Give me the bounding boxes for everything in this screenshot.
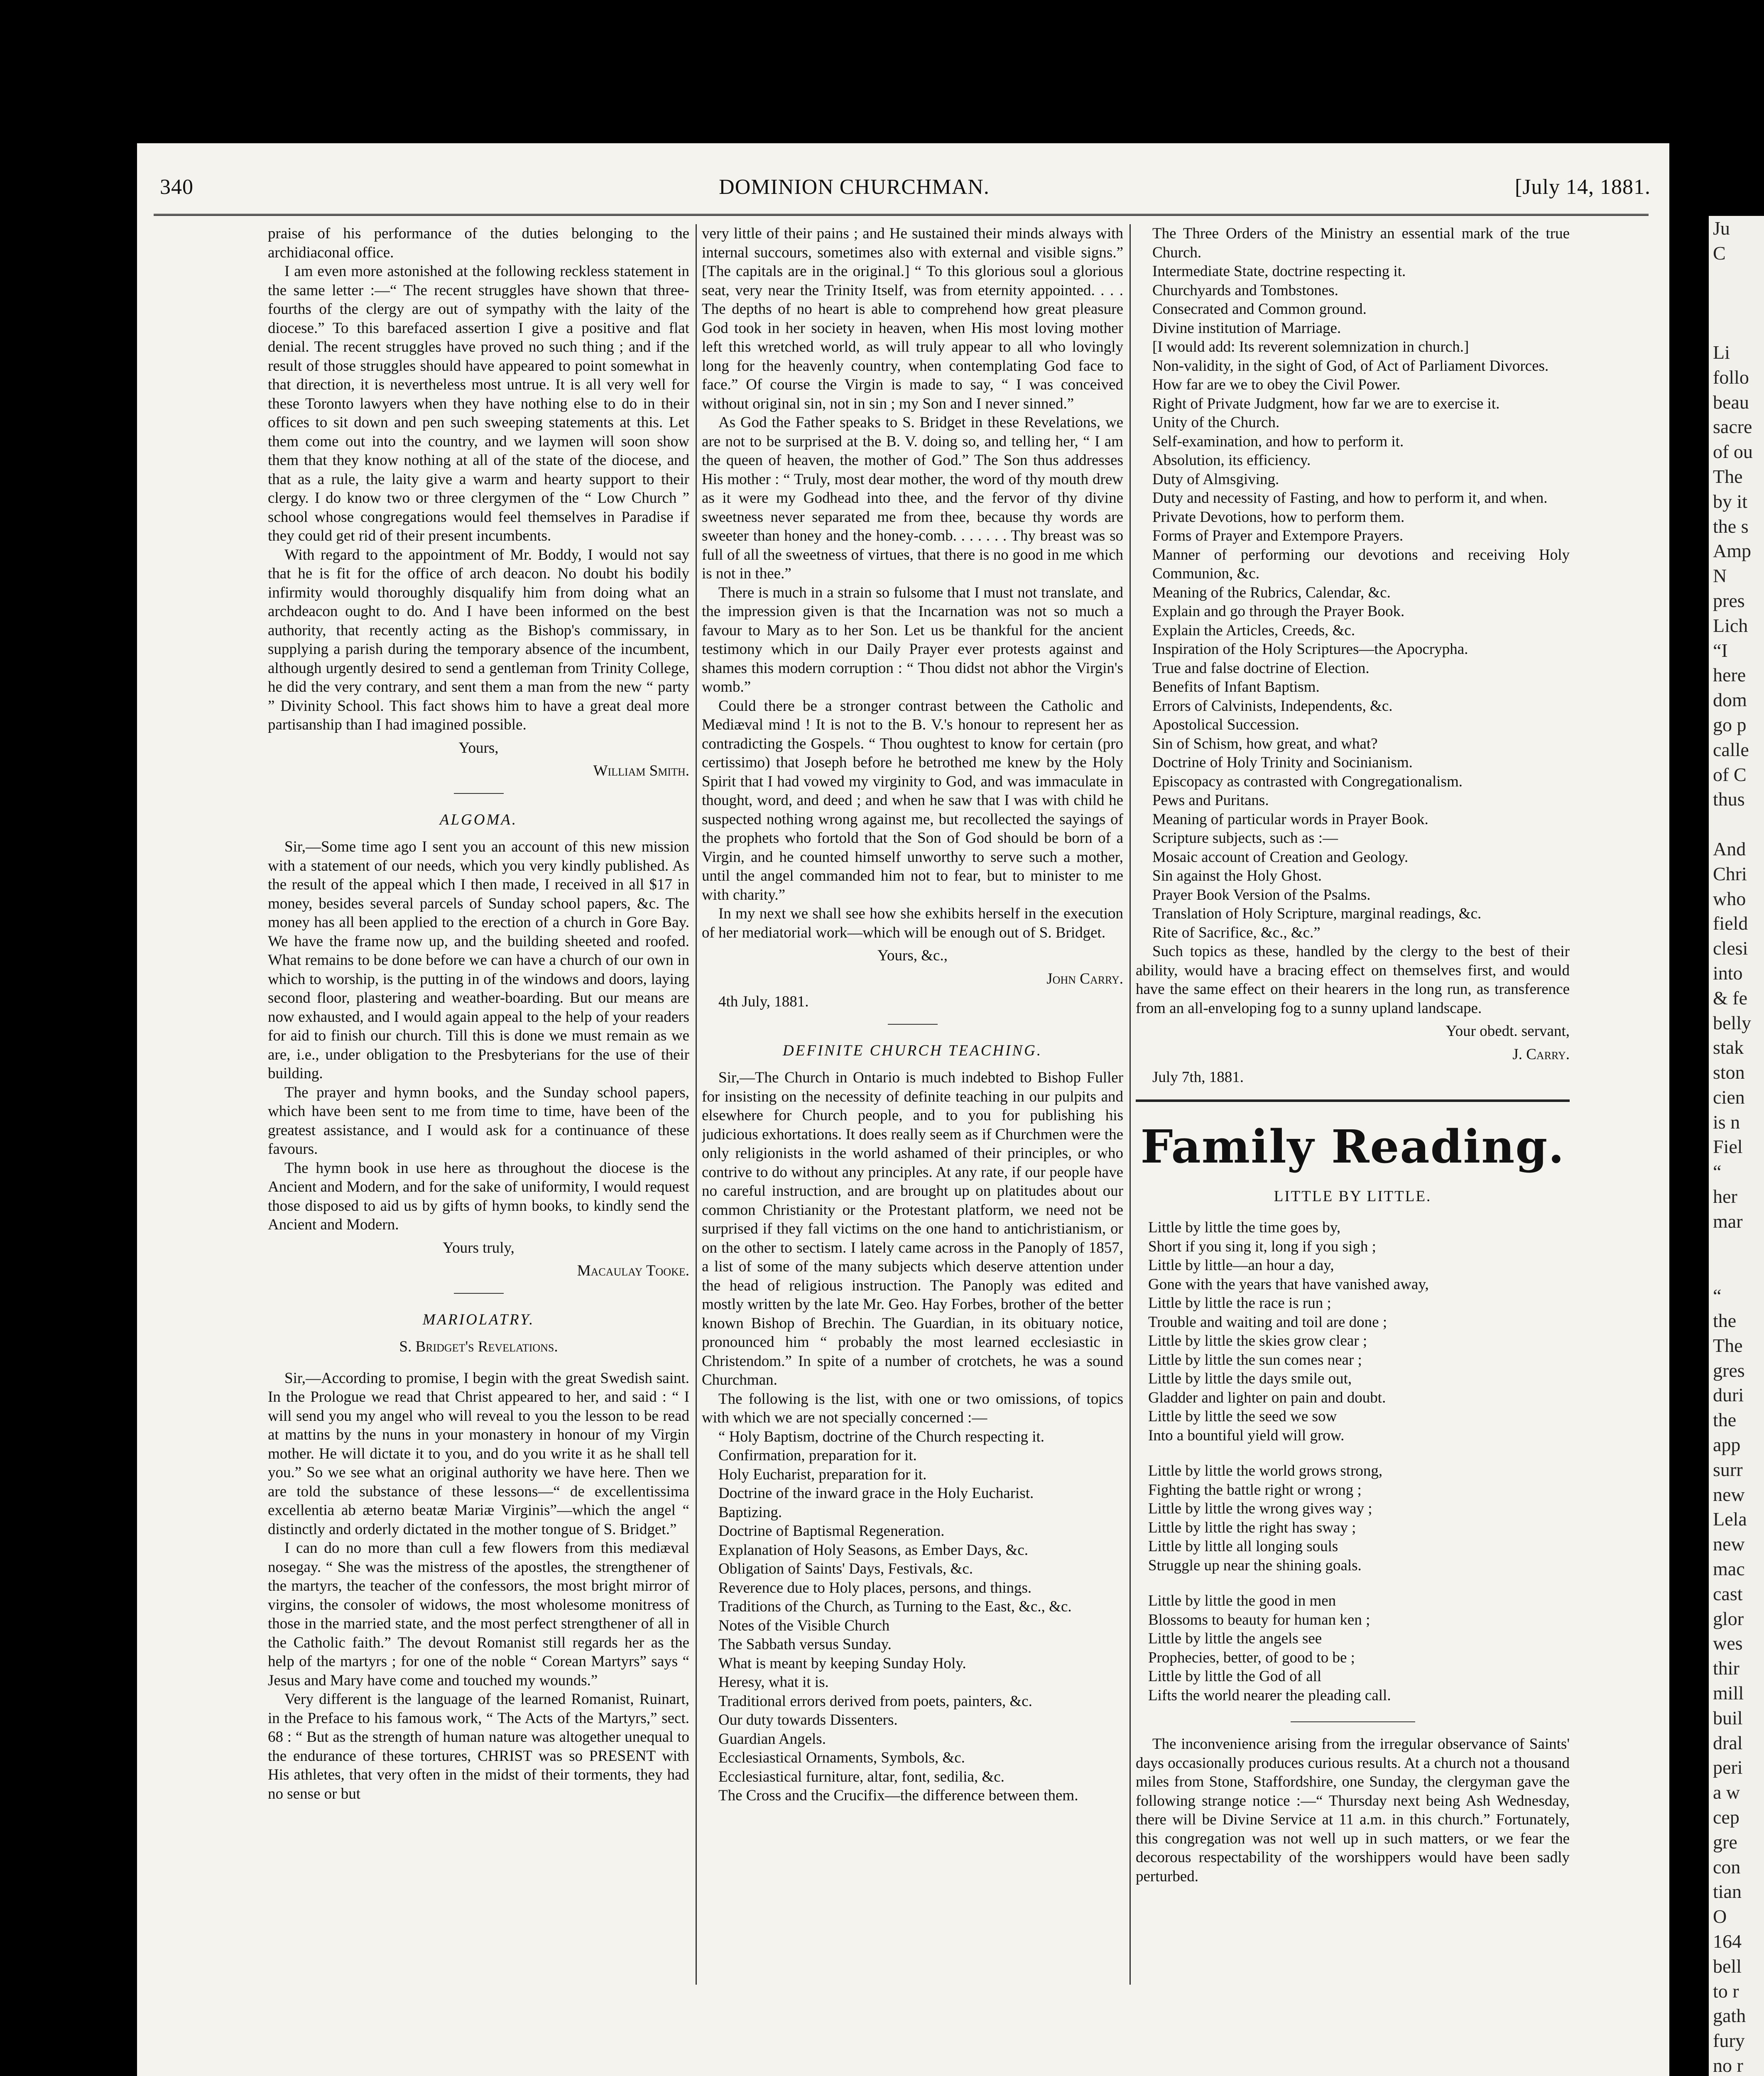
list-item: Holy Eucharist, preparation for it.: [718, 1466, 927, 1483]
paragraph: Such topics as these, handled by the clergy to the best of their ability, would have a bracing effect on themselves first, and would have the same effect on their hearers in the long run, as transference from an all-enveloping fog to a sunny upland landscape.: [1136, 943, 1570, 1017]
poem-line: Little by little all longing souls: [1148, 1538, 1338, 1555]
list-item: Baptizing.: [718, 1503, 782, 1521]
list-item: Mosaic account of Creation and Geology.: [1152, 848, 1409, 866]
paragraph: The following is the list, with one or two omissions, of topics with which we are not specially concerned :—: [702, 1390, 1123, 1426]
list-item: Absolution, its efficiency.: [1152, 452, 1311, 469]
poem-line: Fighting the battle right or wrong ;: [1148, 1481, 1362, 1498]
poem-line: Little by little the world grows strong,: [1148, 1462, 1383, 1480]
paragraph: With regard to the appointment of Mr. Boddy, I would not say that he is fit for the office of arch deacon. No doubt his bodily infirmity would thoroughly disqualify him from doing what an archdeacon ought to do. And I have been informed on the best authority, that recently acting as the Bishop's commissary, in supplying a parish during the temporary absence of the incumbent, although urgently desired to send a gentleman from Trinity College, he did the very contrary, and sent them a man from the new “ party ” Divinity School. This fact shows him to have a great deal more partisanship than I had imagined possible.: [268, 546, 689, 733]
list-item: Duty of Almsgiving.: [1152, 470, 1279, 488]
list-item: Translation of Holy Scripture, marginal readings, &c.: [1152, 905, 1482, 922]
paragraph: As God the Father speaks to S. Bridget in these Revelations, we are not to be surprised at the B. V. doing so, and telling her, “ I am the queen of heaven, the mother of God.” The Son thus addresses His mother : “ Truly, most dear mother, the word of thy mouth drew as it were my Godhead into thee, and the fervor of thy divine sweetness never separated me from thee, because thy words are sweeter than honey and the honey-comb. . . . . . . Thy breast was so full of all the sweetness of virtues, that there is no good in me which is not in thee.”: [702, 414, 1123, 582]
closing: Yours, &c.,: [877, 947, 948, 964]
poem-line: Trouble and waiting and toil are done ;: [1148, 1313, 1387, 1331]
poem-line: Struggle up near the shining goals.: [1148, 1557, 1362, 1574]
list-item: Non-validity, in the sight of God, of Act of Parliament Divorces.: [1152, 357, 1549, 375]
list-item: Forms of Prayer and Extempore Prayers.: [1152, 527, 1404, 544]
poem-line: Little by little the wrong gives way ;: [1148, 1500, 1372, 1518]
paragraph: I am even more astonished at the following reckless statement in the same letter :—“ The recent struggles have shown that three-fourths of the clergy are out of sympathy with the laity of the diocese.” To this barefaced assertion I give a positive and flat denial. The recent struggles have proved no such thing ; and if the result of those struggles should have appeared to point somewhat in that direction, it is nevertheless most untrue. It is all very well for these Toronto lawyers when they have nothing else to do in their offices to sit down and pen such sweeping statements at this. Let them come out into the country, and we laymen will soon show them that they know nothing at all of the state of the diocese, and that as a rule, the laity give a warm and hearty support to their clergy. I do know two or three clergymen of the “ Low Church ” school whose congregations would feel themselves in Paradise if they could get rid of their present incumbents.: [268, 263, 689, 544]
column-1: [268, 224, 689, 1985]
column-divider: [1129, 224, 1131, 1985]
poem-line: Gone with the years that have vanished away,: [1148, 1275, 1429, 1293]
list-item: The Three Orders of the Ministry an essential mark of the true Church.: [1152, 225, 1570, 261]
letter-date: 4th July, 1881.: [718, 993, 809, 1010]
list-item: Scripture subjects, such as :—: [1152, 830, 1338, 847]
divider: [454, 793, 504, 794]
list-item: Episcopacy as contrasted with Congregationalism.: [1152, 773, 1463, 790]
list-item: Confirmation, preparation for it.: [718, 1447, 917, 1464]
list-item: The Cross and the Crucifix—the difference between them.: [718, 1787, 1078, 1804]
section-title-algoma: ALGOMA.: [439, 811, 518, 828]
paragraph: Sir,—According to promise, I begin with the great Swedish saint. In the Prologue we read that Christ appeared to her, and said : “ I will send you my angel who will reveal to you the lesson to be read at mattins by the nuns in your monastery in honour of my Virgin mother. He will dictate it to you, and do you write it as he shall tell you.” So we see what an original authority we have here. Then we are told the substance of these lessons—“ de excellentissima excellentia ab æterno beatæ Mariæ Virginis”—which the angel “ distinctly and orderly dictated in the mother tongue of S. Bridget.”: [268, 1369, 689, 1538]
paragraph: Sir,—Some time ago I sent you an account of this new mission with a statement of our needs, which you very kindly published. As the result of the appeal which I then made, I received in all $17 in money, besides several parcels of Sunday school papers, &c. The money has all been applied to the erection of a church in Gore Bay. We have the frame now up, and the building sheeted and roofed. What remains to be done before we can have a church of our own in which to worship, is the putting in of the windows and doors, laying second floor, plastering and weather-boarding. But our means are now exhausted, and I would again appeal to the help of your readers for aid to finish our church. Till this is done we must remain as we are, i.e., under obligation to the Presbyterians for the use of their building.: [268, 838, 689, 1082]
list-item: Explanation of Holy Seasons, as Ember Days, &c.: [718, 1541, 1029, 1559]
poem-line: Little by little the days smile out,: [1148, 1370, 1352, 1388]
poem-line: Little by little the race is run ;: [1148, 1295, 1331, 1312]
paragraph: There is much in a strain so fulsome that I must not translate, and the impression given is that the Incarnation was not so much a favour to Mary as to her Son. Let us be thankful for the ancient testimony which in our Daily Prayer ever protests against and shames this modern corruption : “ Thou didst not abhor the Virgin's womb.”: [702, 584, 1123, 695]
list-item: Consecrated and Common ground.: [1152, 301, 1367, 318]
list-item: Benefits of Infant Baptism.: [1152, 678, 1320, 695]
column-3: [1136, 224, 1570, 1985]
list-item: True and false doctrine of Election.: [1152, 659, 1370, 677]
poem-line: Little by little the skies grow clear ;: [1148, 1332, 1367, 1350]
list-item: Self-examination, and how to perform it.: [1152, 433, 1404, 450]
list-item: Meaning of the Rubrics, Calendar, &c.: [1152, 584, 1391, 601]
poem-line: Little by little the angels see: [1148, 1630, 1322, 1648]
list-item: Intermediate State, doctrine respecting it.: [1152, 263, 1406, 280]
list-item: Prayer Book Version of the Psalms.: [1152, 886, 1371, 903]
facing-page-fragments: Ju C Li follo beau sacre of ou The by it the s Amp N pres Lich “I here dom go p calle of C thus And Chri who field clesi into & fe belly stak ston cien is n Fiel “ her mar “ the The gres duri the app surr new Lela new mac cast glor wes thir mill buil dral peri a w cep gre con tian O 164 bell to r gath fury no r: [1713, 218, 1753, 2076]
section-title-definite-church-teaching: DEFINITE CHURCH TEACHING.: [782, 1042, 1043, 1059]
list-item: Rite of Sacrifice, &c., &c.”: [1152, 924, 1321, 941]
paragraph: Very different is the language of the learned Romanist, Ruinart, in the Preface to his famous work, “ The Acts of the Martyrs,” sect. 68 : “ But as the strength of human nature was altogether unequal to the endurance of these tortures, CHRIST was so PRESENT with His athletes, that very often in the midst of their torments, they had no sense or but: [268, 1691, 689, 1802]
list-item: Apostolical Succession.: [1152, 716, 1299, 733]
poem-stanza: [1148, 1462, 1570, 1575]
paragraph: Could there be a stronger contrast between the Catholic and Mediæval mind ! It is not to the B. V.'s honour to represent her as contradicting the Gospels. “ Thou oughtest to know for certain (pro certissimo) that Joseph before he betrothed me knew by the Holy Spirit that I had vowed my virginity to God, and was immaculate in thought, word, and deed ; and when he saw that I was with child he suspected nothing wrong against me, but recollected the sayings of the prophets who fortold that the Son of God should be born of a Virgin, and he counted himself unworthy to serve such a mother, until the angel commanded him not to fear, but to minister to me with charity.”: [702, 697, 1123, 903]
list-item: Pews and Puritans.: [1152, 792, 1269, 809]
list-item: Inspiration of the Holy Scriptures—the Apocrypha.: [1152, 641, 1468, 658]
page-number: 340: [160, 175, 194, 199]
poem-line: Little by little—an hour a day,: [1148, 1257, 1334, 1274]
poem-line: Little by little the sun comes near ;: [1148, 1351, 1362, 1368]
poem-line: Little by little the time goes by,: [1148, 1219, 1341, 1236]
divider: [454, 1293, 504, 1294]
list-item: Doctrine of Holy Trinity and Socinianism.: [1152, 754, 1413, 771]
masthead-title: DOMINION CHURCHMAN.: [719, 175, 990, 199]
section-rule: [1136, 1099, 1570, 1102]
poem: [1136, 1218, 1570, 1705]
signature: Macaulay Tooke.: [577, 1262, 689, 1279]
facing-page-edge: [1709, 216, 1764, 2076]
poem-title: LITTLE BY LITTLE.: [1274, 1187, 1432, 1205]
section-title-mariolatry: MARIOLATRY.: [422, 1311, 535, 1328]
list-item: Sin of Schism, how great, and what?: [1152, 735, 1378, 752]
column-divider: [696, 224, 697, 1985]
list-item: Notes of the Visible Church: [718, 1617, 890, 1634]
paragraph: Sir,—The Church in Ontario is much indebted to Bishop Fuller for insisting on the necessity of definite teaching in our pulpits and elsewhere for Church people, and to you for publishing his judicious exhortations. It does really seem as if Churchmen were the only religionists in the world ashamed of their principles, or who contrive to do without any principles. At any rate, if our people have no careful instruction, and are brought up on platitudes about our common Christianity or the Protestant platform, we need not be surprised if they fall victims on the one hand to antichristianism, or on the other to sectism. I lately came across in the Panoply of 1857, a list of some of the many subjects which deserve attention under the head of religious instruction. The Panoply was edited and mostly written by the late Mr. Geo. Hay Forbes, brother of the better known Bishop of Brechin. The Guardian, in its obituary notice, pronounced him “ probably the most learned ecclesiastic in Christendom.” In spite of a number of crotchets, he was a sound Churchman.: [702, 1069, 1123, 1388]
poem-line: Gladder and lighter on pain and doubt.: [1148, 1389, 1386, 1406]
list-item: Meaning of particular words in Prayer Book.: [1152, 810, 1428, 828]
paragraph: very little of their pains ; and He sustained their minds always with internal succours, sometimes also with external and visible signs.” [The capitals are in the original.] “ To this glorious soul a glorious seat, very near the Trinity Itself, was from eternity appointed. . . . The depths of no heart is able to comprehend how great pleasure God took in her society in heaven, when His most loving mother left this wretched world, as will truly appear to all who lovingly long for the heavenly country, when contemplating God face to face.” Of course the Virgin is made to say, “ I was conceived without original sin, not in sin ; my Son and I never sinned.”: [702, 225, 1123, 412]
page-header: [160, 170, 1651, 203]
closing: Yours truly,: [443, 1239, 514, 1256]
list-item: [I would add: Its reverent solemnization in church.]: [1152, 338, 1469, 355]
list-item: Reverence due to Holy places, persons, and things.: [718, 1579, 1032, 1596]
list-item: Traditions of the Church, as Turning to the East, &c., &c.: [718, 1598, 1072, 1615]
list-item: Explain and go through the Prayer Book.: [1152, 603, 1405, 620]
section-subtitle: S. Bridget's Revelations.: [399, 1338, 558, 1355]
list-item: Traditional errors derived from poets, painters, &c.: [718, 1692, 1032, 1710]
paragraph: praise of his performance of the duties belonging to the archidiaconal office.: [268, 225, 689, 261]
poem-line: Short if you sing it, long if you sigh ;: [1148, 1238, 1376, 1255]
signature: J. Carry.: [1512, 1045, 1570, 1063]
list-item: Private Devotions, how to perform them.: [1152, 508, 1405, 526]
column-2: [702, 224, 1123, 1985]
family-reading-heading: Family Reading.: [1140, 1119, 1565, 1173]
list-item: Errors of Calvinists, Independents, &c.: [1152, 697, 1393, 715]
signature: William Smith.: [593, 762, 689, 779]
poem-line: Little by little the right has sway ;: [1148, 1519, 1356, 1536]
list-item: Doctrine of the inward grace in the Holy Eucharist.: [718, 1485, 1034, 1502]
poem-line: Little by little the good in men: [1148, 1592, 1336, 1610]
letter-date: July 7th, 1881.: [1152, 1069, 1244, 1086]
list-item: Our duty towards Dissenters.: [718, 1711, 898, 1728]
poem-stanza: [1148, 1591, 1570, 1705]
poem-line: Little by little the God of all: [1148, 1668, 1322, 1685]
list-item: What is meant by keeping Sunday Holy.: [718, 1655, 966, 1672]
divider: [888, 1024, 938, 1025]
poem-line: Into a bountiful yield will grow.: [1148, 1427, 1345, 1444]
signature: John Carry.: [1046, 970, 1123, 987]
paragraph: I can do no more than cull a few flowers from this mediæval nosegay. “ She was the mistress of the apostles, the strengthener of the martyrs, the teacher of the confessors, the most bright mirror of virgins, the consoler of widows, the most wholesome monitress of those in the married state, and the most perfect strengthener of all in the Catholic faith.” The devout Romanist still regards her as the help of the martyrs ; for one of the noble “ Corean Martyrs” says “ Jesus and Mary have come and touched my wounds.”: [268, 1540, 689, 1689]
list-item: Duty and necessity of Fasting, and how to perform it, and when.: [1152, 490, 1548, 507]
paragraph: In my next we shall see how she exhibits herself in the execution of her mediatorial work—which will be enough out of S. Bridget.: [702, 905, 1123, 941]
paragraph: “ Holy Baptism, doctrine of the Church respecting it.: [718, 1428, 1045, 1445]
list-item: Guardian Angels.: [718, 1730, 826, 1748]
divider: [1291, 1721, 1415, 1722]
list-item: Right of Private Judgment, how far we are to exercise it.: [1152, 395, 1500, 412]
poem-line: Blossoms to beauty for human ken ;: [1148, 1611, 1370, 1628]
poem-line: Lifts the world nearer the pleading call.: [1148, 1687, 1391, 1704]
paragraph: The inconvenience arising from the irregular observance of Saints' days occasionally produces curious results. At a church not a thousand miles from Stone, Staffordshire, one Sunday, the clergyman gave the following strange notice :—“ Thursday next being Ash Wednesday, there will be Divine Service at 11 a.m. in this church.” Fortunately, this congregation was not well up in such matters, or we fear the decorous respectability of the worshippers would have been sadly perturbed.: [1136, 1736, 1570, 1885]
paragraph: The prayer and hymn books, and the Sunday school papers, which have been sent to me from time to time, have been of the greatest assistance, and I would ask for a continuance of these favours.: [268, 1084, 689, 1158]
list-item: Unity of the Church.: [1152, 414, 1280, 431]
list-item: Manner of performing our devotions and receiving Holy Communion, &c.: [1152, 546, 1570, 582]
poem-line: Prophecies, better, of good to be ;: [1148, 1649, 1355, 1666]
list-item: Divine institution of Marriage.: [1152, 319, 1341, 337]
list-item: Doctrine of Baptismal Regeneration.: [718, 1523, 945, 1540]
list-item: Ecclesiastical Ornaments, Symbols, &c.: [718, 1749, 965, 1766]
topic-list: [702, 1446, 1123, 1805]
list-item: Ecclesiastical furniture, altar, font, sedilia, &c.: [718, 1768, 1004, 1785]
list-item: Heresy, what it is.: [718, 1674, 829, 1691]
closing: Yours,: [458, 739, 499, 756]
poem-stanza: [1148, 1218, 1570, 1445]
list-item: Churchyards and Tombstones.: [1152, 282, 1338, 299]
closing: Your obedt. servant,: [1446, 1023, 1570, 1040]
header-rule: [154, 214, 1649, 216]
list-item: Explain the Articles, Creeds, &c.: [1152, 622, 1355, 639]
list-item: Obligation of Saints' Days, Festivals, &c.: [718, 1560, 973, 1577]
list-item: How far are we to obey the Civil Power.: [1152, 376, 1400, 393]
poem-line: Little by little the seed we sow: [1148, 1408, 1337, 1425]
list-item: The Sabbath versus Sunday.: [718, 1636, 892, 1653]
paragraph: The hymn book in use here as throughout the diocese is the Ancient and Modern, and for the sake of uniformity, I would request those disposed to aid us by gifts of hymn books, to kindly send the Ancient and Modern.: [268, 1159, 689, 1233]
list-item: Sin against the Holy Ghost.: [1152, 867, 1322, 884]
topic-list: [1136, 224, 1570, 942]
issue-date: [July 14, 1881.: [1515, 175, 1651, 199]
